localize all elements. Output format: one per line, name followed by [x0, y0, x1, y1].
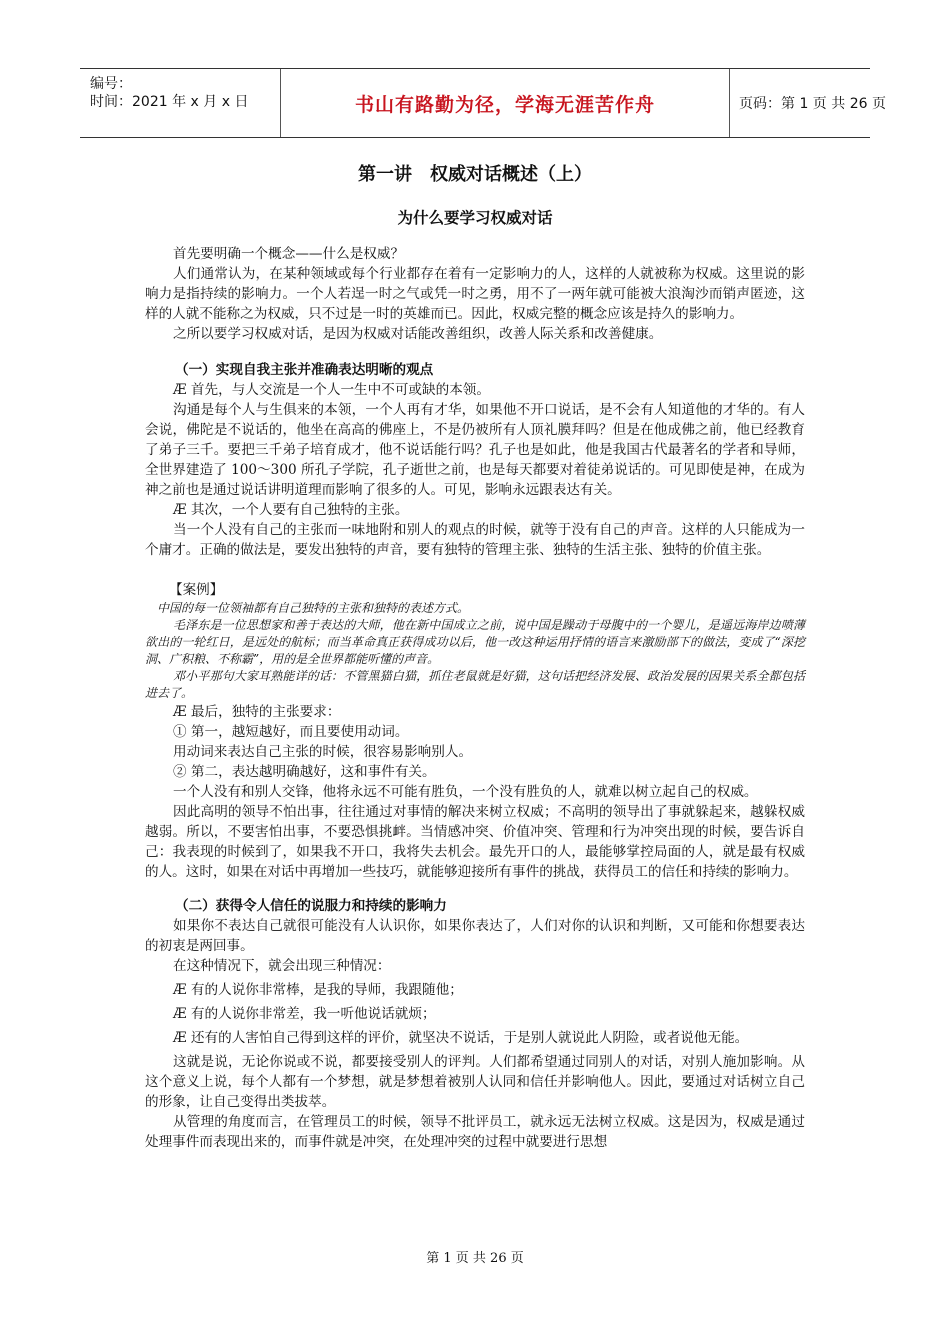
case-paragraph: 邓小平那句大家耳熟能详的话：不管黑猫白猫，抓住老鼠就是好猫，这句话把经济发展、政治发展的因果关系全都包括进去了。 [145, 669, 805, 700]
case-block [145, 600, 805, 702]
lecture-title: 第一讲 权威对话概述（上） [358, 164, 592, 185]
body-paragraph: 这就是说，无论你说或不说，都要接受别人的评判。人们都希望通过同别人的对话，对别人施加影响。从这个意义上说，每个人都有一个梦想，就是梦想着被别人认同和信任并影响他人。因此，要通过对话树立自己的形象，让自己变得出类拔萃。 [145, 1054, 805, 1110]
section-heading-2: （二）获得令人信任的说服力和持续的影响力 [175, 898, 447, 914]
case-paragraph: 毛泽东是一位思想家和善于表达的大师，他在新中国成立之前，说中国是躁动于母腹中的一个婴儿，是遥远海岸边喷薄欲出的一轮红日，是远处的航标；而当革命真正获得成功以后，他一改这种运用抒情的语言来激励部下的做法，变成了“深挖洞、广积粮、不称霸”，用的是全世界都能听懂的声音。 [145, 618, 805, 666]
numbered-item: ① 第一，越短越好，而且要使用动词。 [173, 724, 409, 740]
document-date: 时间：2021 年 x 月 x 日 [90, 94, 249, 110]
bullet-paragraph: Æ 其次，一个人要有自己独特的主张。 [173, 502, 409, 518]
bullet-paragraph: Æ 还有的人害怕自己得到这样的评价，就坚决不说话，于是别人就说此人阴险，或者说他无能。 [173, 1030, 749, 1046]
document-number: 编号： [90, 76, 132, 92]
body-paragraph: 在这种情况下，就会出现三种情况： [173, 958, 391, 974]
bullet-paragraph: Æ 最后，独特的主张要求： [173, 704, 341, 720]
body-paragraph: 如果你不表达自己就很可能没有人认识你，如果你表达了，人们对你的认识和判断，又可能和你想要表达的初衷是两回事。 [145, 918, 805, 954]
header-page-info: 页码：第 1 页 共 26 页 [739, 96, 886, 112]
header-motto: 书山有路勤为径，学海无涯苦作舟 [280, 69, 730, 137]
case-label: 【案例】 [169, 582, 224, 598]
numbered-item: ② 第二，表达越明确越好，这和事件有关。 [173, 764, 436, 780]
body-paragraph: 从管理的角度而言，在管理员工的时候，领导不批评员工，就永远无法树立权威。这是因为，权威是通过处理事件而表现出来的，而事件就是冲突，在处理冲突的过程中就要进行思想 [145, 1114, 805, 1150]
intro-paragraph: 人们通常认为，在某种领域或每个行业都存在着有一定影响力的人，这样的人就被称为权威。这里说的影响力是指持续的影响力。一个人若逞一时之气或凭一时之勇，用不了一两年就可能被大浪淘沙而销声匿迹，这样的人就不能称之为权威，只不过是一时的英雄而已。因此，权威完整的概念应该是持久的影响力。 [145, 266, 805, 322]
bullet-paragraph: Æ 首先，与人交流是一个人一生中不可或缺的本领。 [173, 382, 490, 398]
body-paragraph: 沟通是每个人与生俱来的本领，一个人再有才华，如果他不开口说话，是不会有人知道他的才华的。有人会说，佛陀是不说话的，他坐在高高的佛座上，不是仍被所有人顶礼膜拜吗？但是在他成佛之前，他已经教育了弟子三千。要把三千弟子培育成才，他不说话能行吗？孔子也是如此，他是我国古代最著名的学者和导师，全世界建造了 100～300 所孔子学院，孔子逝世之前，也是每天都要对着徒弟说话的。可见即使是神，在成为神之前也是通过说话讲明道理而影响了很多的人。可见，影响永远跟表达有关。 [145, 402, 805, 498]
header-table [80, 68, 886, 138]
body-paragraph: 用动词来表达自己主张的时候，很容易影响别人。 [173, 744, 473, 760]
bullet-paragraph: Æ 有的人说你非常棒，是我的导师，我跟随他； [173, 982, 463, 998]
body-paragraph: 因此高明的领导不怕出事，往往通过对事情的解决来树立权威；不高明的领导出了事就躲起来，越躲权威越弱。所以，不要害怕出事，不要恐惧挑衅。当情感冲突、价值冲突、管理和行为冲突出现的时候，要告诉自己：我表现的时候到了，如果我不开口，我将失去机会。最先开口的人，最能够掌控局面的人，就是最有权威的人。这时，如果在对话中再增加一些技巧，就能够迎接所有事件的挑战，获得员工的信任和持续的影响力。 [145, 804, 805, 880]
intro-paragraph: 之所以要学习权威对话，是因为权威对话能改善组织，改善人际关系和改善健康。 [173, 326, 663, 342]
document-body [145, 244, 805, 1152]
header-meta-cell [80, 69, 280, 137]
body-paragraph: 当一个人没有自己的主张而一味地附和别人的观点的时候，就等于没有自己的声音。这样的人只能成为一个庸才。正确的做法是，要发出独特的声音，要有独特的管理主张、独特的生活主张、独特的价值主张。 [145, 522, 805, 558]
lecture-subtitle: 为什么要学习权威对话 [397, 209, 553, 227]
page-footer: 第 1 页 共 26 页 [426, 1251, 524, 1266]
case-paragraph: 中国的每一位领袖都有自己独特的主张和独特的表述方式。 [157, 601, 470, 615]
bullet-paragraph: Æ 有的人说你非常差，我一听他说话就烦； [173, 1006, 436, 1022]
intro-paragraph: 首先要明确一个概念——什么是权威？ [173, 246, 405, 262]
body-paragraph: 一个人没有和别人交锋，他将永远不可能有胜负，一个没有胜负的人，就难以树立起自己的权威。 [173, 784, 758, 800]
section-heading-1: （一）实现自我主张并准确表达明晰的观点 [175, 362, 434, 378]
